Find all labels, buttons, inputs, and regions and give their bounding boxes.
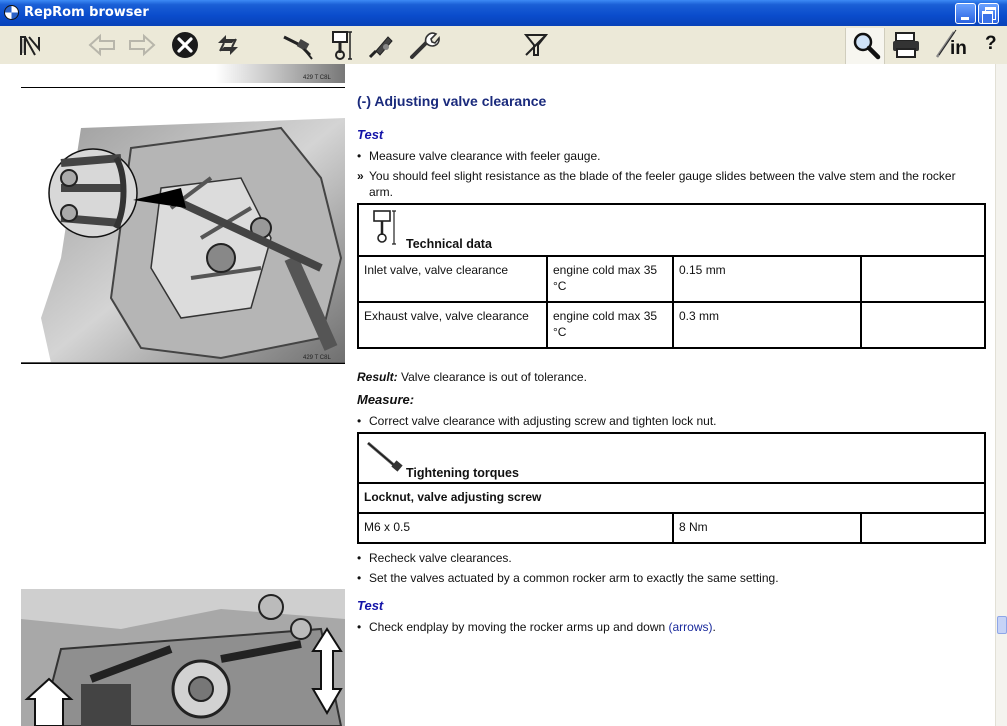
content-pane — [0, 64, 995, 726]
table-row — [358, 256, 985, 302]
piston-icon — [368, 209, 400, 245]
directory-icon[interactable] — [15, 29, 47, 61]
tightening-torques-table — [357, 432, 986, 544]
table-cell-extra — [861, 302, 985, 348]
title-bar — [0, 0, 1007, 26]
figure-rule — [21, 87, 345, 88]
app-logo-icon — [4, 5, 19, 20]
table-cell-extra — [861, 256, 985, 302]
measure-heading: Measure: — [357, 392, 415, 407]
table-cell-item: Inlet valve, valve clearance — [358, 256, 547, 302]
vertical-scrollbar[interactable] — [995, 64, 1007, 726]
table-cell-extra — [861, 513, 985, 543]
scrollbar-thumb[interactable] — [997, 616, 1007, 634]
figure-top-fragment — [21, 64, 345, 87]
list-item: • Correct valve clearance with adjusting screw and tighten lock nut. — [357, 414, 717, 428]
bullet-icon: • — [357, 620, 362, 634]
table-cell-value: 0.15 mm — [673, 256, 861, 302]
figure-code: 429 T C8L — [303, 355, 331, 361]
grease-gun-icon[interactable] — [282, 29, 314, 61]
search-icon[interactable] — [850, 30, 882, 62]
rocker-arm-figure — [21, 589, 345, 726]
print-icon[interactable] — [890, 29, 922, 61]
valve-clearance-figure — [21, 118, 345, 363]
bullet-icon: • — [357, 571, 362, 585]
minimize-button[interactable] — [955, 3, 976, 24]
maximize-button[interactable] — [978, 3, 999, 24]
table-cell-value: 8 Nm — [673, 513, 861, 543]
figure-code: 429 T C8L — [303, 75, 331, 81]
search-button[interactable] — [845, 28, 885, 64]
bullet-icon: • — [357, 551, 362, 565]
stop-icon[interactable] — [169, 29, 201, 61]
table-row — [358, 302, 985, 348]
technical-data-table — [357, 203, 986, 349]
info-label[interactable]: in — [950, 38, 967, 59]
filter-icon[interactable] — [520, 29, 552, 61]
piston-icon[interactable] — [325, 29, 357, 61]
torques-header — [358, 433, 985, 483]
figure-rule — [21, 363, 345, 364]
refresh-icon[interactable] — [212, 29, 244, 61]
list-item: • Measure valve clearance with feeler gauge. — [357, 149, 601, 163]
arrows-link[interactable]: (arrows) — [668, 620, 713, 634]
torque-wrench-icon — [365, 440, 405, 474]
table-cell-condition: engine cold max 35 °C — [547, 302, 673, 348]
technical-data-header — [358, 204, 985, 256]
result-text: Valve clearance is out of tolerance. — [401, 370, 587, 384]
back-arrow-icon[interactable] — [86, 29, 118, 61]
table-row — [358, 513, 985, 543]
list-item: • Recheck valve clearances. — [357, 551, 512, 565]
torques-subtitle: Locknut, valve adjusting screw — [358, 483, 985, 513]
bullet-icon: • — [357, 414, 362, 428]
forward-arrow-icon[interactable] — [126, 29, 158, 61]
test-heading: Test — [357, 598, 384, 613]
spray-gun-icon[interactable] — [366, 29, 398, 61]
list-item: • Check endplay by moving the rocker arms up and down (arrows). — [357, 620, 716, 634]
wrench-icon[interactable] — [408, 29, 440, 61]
technical-data-title: Technical data — [406, 237, 492, 251]
test-heading: Test — [357, 127, 384, 142]
list-item: • Set the valves actuated by a common rocker arm to exactly the same setting. — [357, 571, 779, 585]
window-title: RepRom browser — [24, 5, 149, 20]
table-cell-item: Exhaust valve, valve clearance — [358, 302, 547, 348]
list-item-note: » You should feel slight resistance as the blade of the feeler gauge slides between the valve stem and the rocker arm. — [357, 169, 956, 199]
table-cell-value: 0.3 mm — [673, 302, 861, 348]
table-cell-condition: engine cold max 35 °C — [547, 256, 673, 302]
torques-title: Tightening torques — [406, 466, 519, 480]
double-chevron-icon: » — [357, 169, 364, 183]
result-label: Result: — [357, 370, 398, 384]
bullet-icon: • — [357, 149, 362, 163]
page-heading: (-) Adjusting valve clearance — [357, 93, 547, 109]
table-cell-size: M6 x 0.5 — [358, 513, 673, 543]
result-line — [357, 369, 982, 385]
help-icon[interactable]: ? — [985, 33, 997, 54]
